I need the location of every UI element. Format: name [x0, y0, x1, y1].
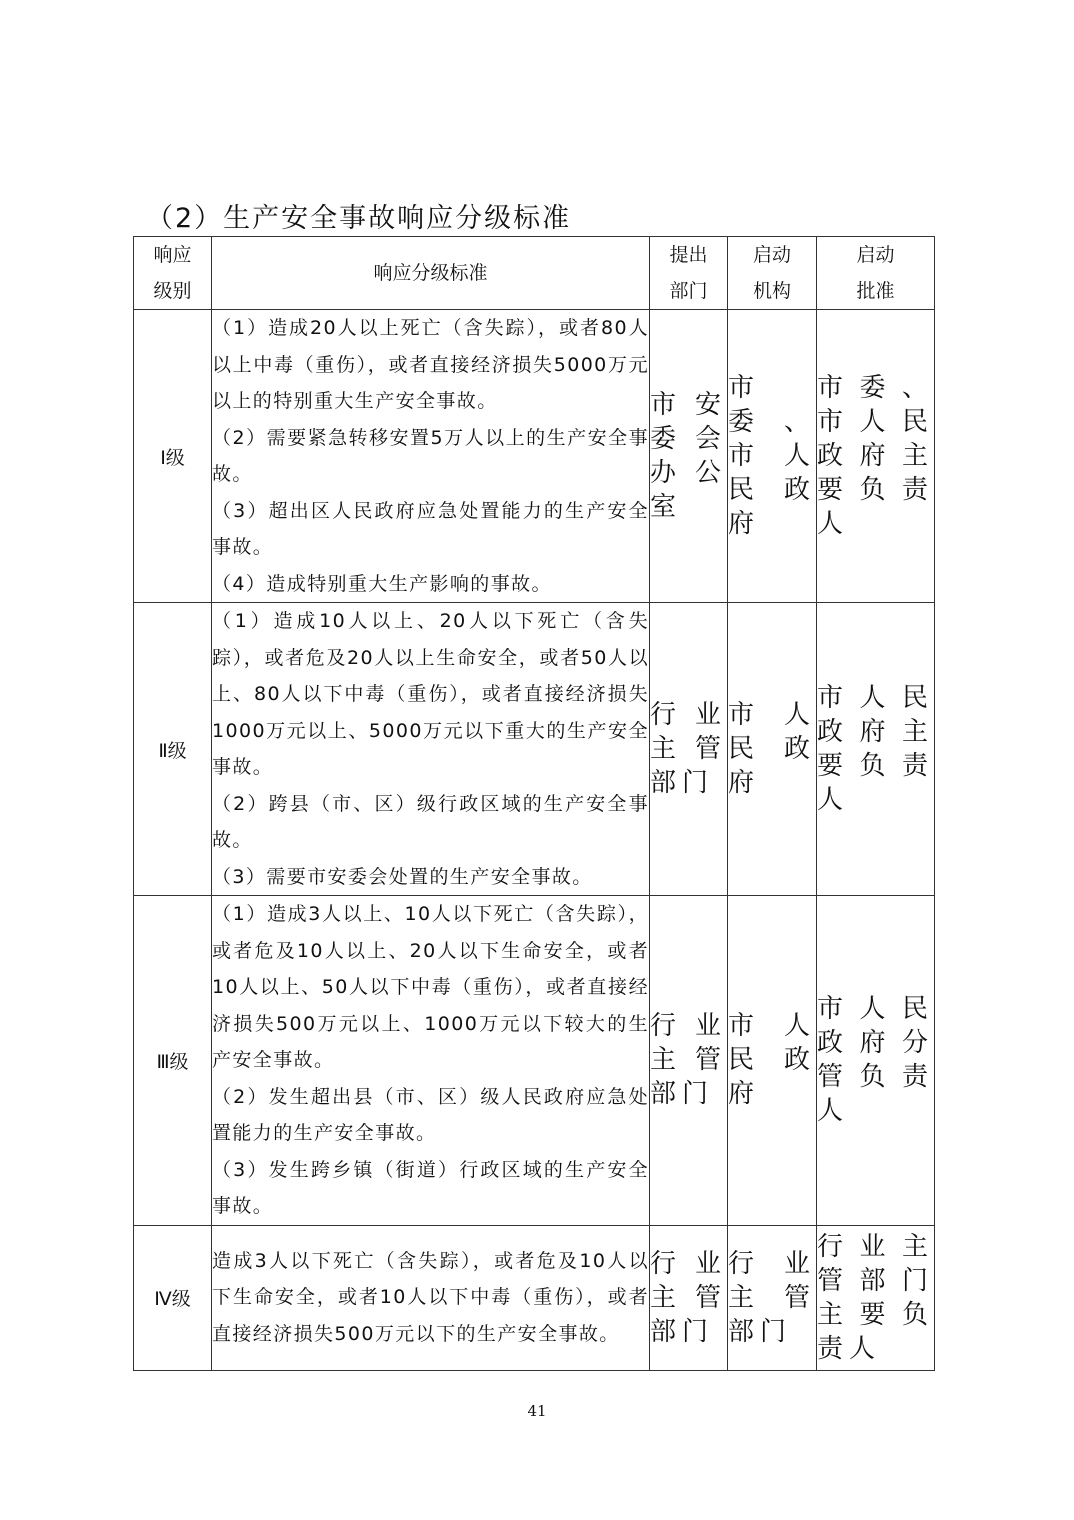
table-row: [134, 1225, 935, 1370]
standard-item: 造成3人以下死亡（含失踪），或者危及10人以下生命安全，或者10人以下中毒（重伤），或者直接经济损失500万元以下的生产安全事故。: [212, 1249, 649, 1345]
approval-cell: 市委、市人民政府主要负责人: [817, 310, 935, 603]
agency-cell: 行业主管部门: [728, 1225, 817, 1370]
table-row: [134, 603, 935, 896]
standard-item: （2）需要紧急转移安置5万人以上的生产安全事故。: [212, 426, 649, 485]
standard-item: （1）造成10人以上、20人以下死亡（含失踪），或者危及20人以上生命安全，或者50人以上、80人以下中毒（重伤），或者直接经济损失1000万元以上、5000万元以下重大的生产安全事故。: [212, 610, 649, 778]
standard-cell: [212, 1225, 650, 1370]
standard-item: （4）造成特别重大生产影响的事故。: [212, 572, 552, 595]
dept-cell: 行业主管部门: [650, 603, 728, 896]
page-number: 41: [527, 1402, 547, 1420]
standard-cell: [212, 310, 650, 603]
standard-cell: [212, 603, 650, 896]
standard-item: （1）造成20人以上死亡（含失踪），或者80人以上中毒（重伤），或者直接经济损失5000万元以上的特别重大生产安全事故。: [212, 317, 649, 412]
agency-cell: 市委、市人民政府: [728, 310, 817, 603]
standard-item: （1）造成3人以上、10人以下死亡（含失踪），或者危及10人以上、20人以下生命安全，或者10人以上、50人以下中毒（重伤），或者直接经济损失500万元以上、1000万元以下较大的生产安全事故。: [212, 903, 649, 1071]
header-standard: 响应分级标准: [212, 237, 650, 310]
level-cell: Ⅱ级: [134, 603, 212, 896]
standard-item: （2）发生超出县（市、区）级人民政府应急处置能力的生产安全事故。: [212, 1085, 649, 1144]
agency-cell: 市人民政府: [728, 603, 817, 896]
table-row: [134, 896, 935, 1226]
header-approval: 启动批准: [817, 237, 935, 310]
agency-cell: 市人民政府: [728, 896, 817, 1226]
header-dept: 提出部门: [650, 237, 728, 310]
approval-cell: 市人民政府分管负责人: [817, 896, 935, 1226]
approval-cell: 行业主管部门主要负责人: [817, 1225, 935, 1370]
dept-cell: 市安委会办公室: [650, 310, 728, 603]
header-agency: 启动机构: [728, 237, 817, 310]
level-cell: Ⅳ级: [134, 1225, 212, 1370]
table-header-row: [134, 237, 935, 310]
standard-item: （3）超出区人民政府应急处置能力的生产安全事故。: [212, 499, 649, 558]
level-cell: Ⅲ级: [134, 896, 212, 1226]
dept-cell: 行业主管部门: [650, 1225, 728, 1370]
table-row: [134, 310, 935, 603]
standard-item: （3）需要市安委会处置的生产安全事故。: [212, 865, 593, 888]
level-cell: Ⅰ级: [134, 310, 212, 603]
dept-cell: 行业主管部门: [650, 896, 728, 1226]
approval-cell: 市人民政府主要负责人: [817, 603, 935, 896]
standard-item: （2）跨县（市、区）级行政区域的生产安全事故。: [212, 792, 649, 851]
response-level-table: [133, 236, 935, 1371]
header-level: 响应级别: [134, 237, 212, 310]
section-title: （2）生产安全事故响应分级标准: [146, 203, 572, 234]
standard-cell: [212, 896, 650, 1226]
standard-item: （3）发生跨乡镇（街道）行政区域的生产安全事故。: [212, 1158, 649, 1217]
